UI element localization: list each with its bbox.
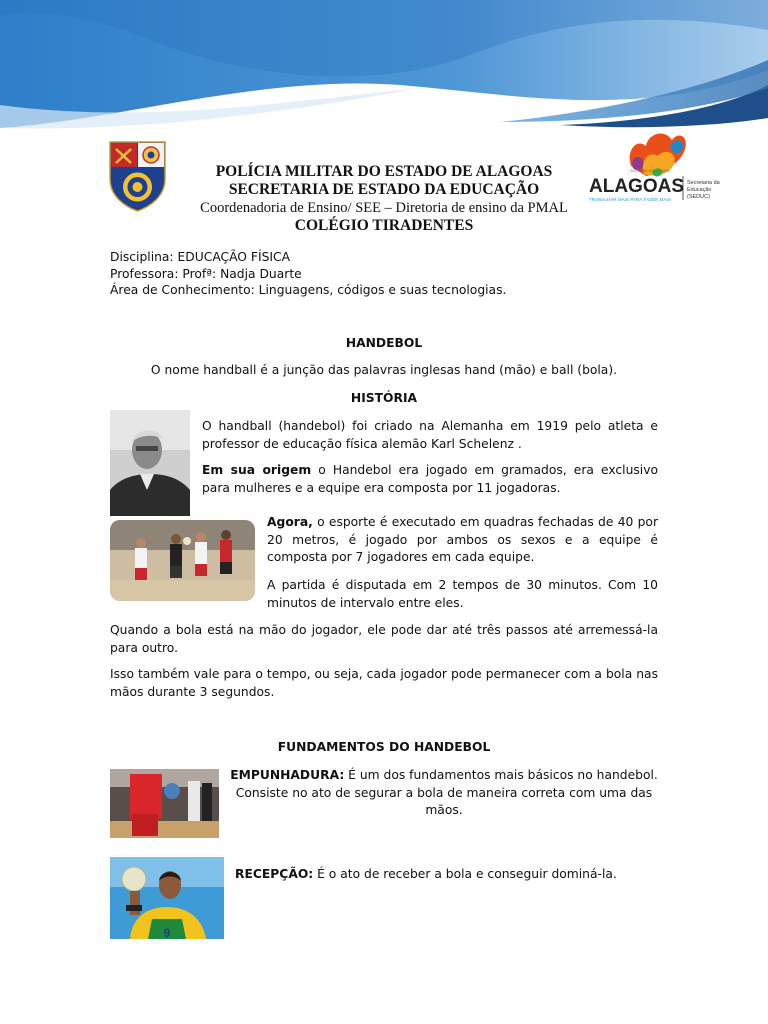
agora-paragraph [267, 514, 658, 567]
emp-bold: EMPUNHADURA: [230, 768, 345, 782]
logo-top-small: GOVERNO DO ESTADO [630, 169, 670, 173]
p2-bold: Em sua origem [202, 463, 312, 477]
title-handebol: HANDEBOL [345, 336, 423, 350]
p2-rest: o Handebol era jogado em gramados, era exclusivo para mulheres e a equipe era composta por 11 jogadoras. [202, 463, 658, 495]
historia-paragraph-1: O handball (handebol) foi criado na Alemanha em 1919 pelo atleta e professor de educação física alemão Karl Schelenz . [202, 419, 658, 451]
p3-rest: o esporte é executado em quadras fechadas de 40 por 20 metros, é jogado por ambos os sexos e a equipe é composta por 7 jogadores em cada equipe. [267, 515, 658, 564]
header-line-4: COLÉGIO TIRADENTES [294, 217, 474, 234]
pmal-crest-logo [109, 141, 166, 212]
karl-schelenz-photo [110, 410, 190, 516]
disciplina-line: Disciplina: EDUCAÇÃO FÍSICA [110, 250, 291, 264]
empunhadura-photo [110, 769, 219, 838]
header-line-1: POLÍCIA MILITAR DO ESTADO DE ALAGOAS [215, 163, 553, 180]
logo-tagline: TRABALHAR MAIS PARA FAZER MAIS [589, 197, 671, 202]
logo-side-3: (SEDUC) [687, 194, 710, 200]
title-fundamentos: FUNDAMENTOS DO HANDEBOL [277, 740, 491, 754]
jersey-number: 9 [163, 926, 171, 939]
professora-line: Professora: Profª: Nadja Duarte [110, 266, 302, 281]
partida-paragraph: A partida é disputada em 2 tempos de 30 minutos. Com 10 minutos de intervalo entre eles. [267, 578, 658, 610]
emp-rest: É um dos fundamentos mais básicos no handebol. Consiste no ato de segurar a bola de maneira correta com uma das mãos. [235, 768, 658, 817]
document-meta [110, 249, 506, 299]
logo-side-1: Secretaria da [687, 180, 720, 186]
recepcao-paragraph [235, 866, 658, 884]
title-historia: HISTÓRIA [350, 391, 418, 405]
logo-side-2: Educação [687, 187, 712, 193]
header-line-2: SECRETARIA DE ESTADO DA EDUCAÇÃO [228, 181, 540, 198]
alagoas-seduc-logo [586, 126, 728, 212]
handball-match-photo [110, 520, 255, 601]
rec-bold: RECEPÇÃO: [235, 867, 314, 881]
intro-text: O nome handball é a junção das palavras inglesas hand (mão) e ball (bola). [150, 363, 618, 377]
recepcao-photo [110, 857, 224, 939]
empunhadura-paragraph [230, 767, 658, 820]
passos-paragraph: Quando a bola está na mão do jogador, ele pode dar até três passos até arremessá-la para outro. [110, 623, 658, 655]
institution-header [180, 163, 588, 235]
header-line-3: Coordenadoria de Ensino/ SEE – Diretoria de ensino da PMAL [200, 200, 568, 216]
logo-name: ALAGOAS [589, 176, 684, 197]
p3-bold: Agora, [267, 515, 313, 529]
rec-rest: É o ato de receber a bola e conseguir dominá-la. [313, 867, 617, 881]
tempo-paragraph: Isso também vale para o tempo, ou seja, cada jogador pode permanecer com a bola nas mãos durante 3 segundos. [110, 667, 658, 699]
area-line: Área de Conhecimento: Linguagens, códigos e suas tecnologias. [110, 283, 507, 297]
header-wave-decoration [0, 0, 768, 135]
historia-paragraph-2 [202, 462, 658, 497]
